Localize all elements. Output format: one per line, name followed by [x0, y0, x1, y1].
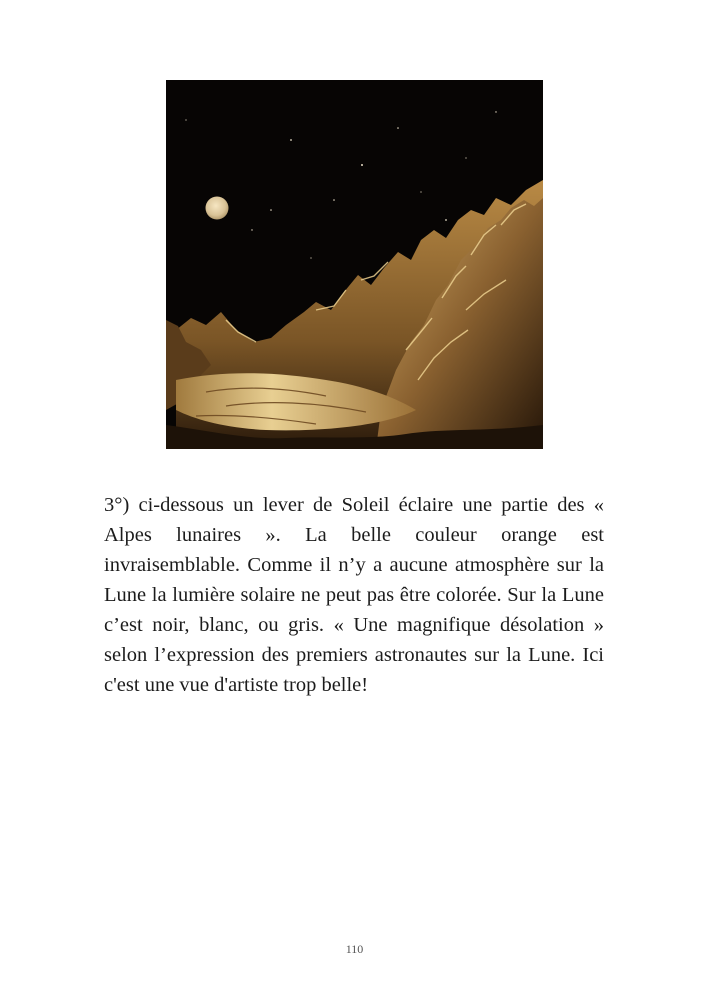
lunar-landscape-illustration: [166, 80, 543, 449]
sun: [206, 197, 229, 220]
body-paragraph: 3°) ci-dessous un lever de Soleil éclaire une partie des « Alpes lunaires ». La belle couleur orange est invraisemblable. Comme il n’y a aucune atmosphère sur la Lune la lumière solaire ne peut pas être colorée. Sur la Lune c’est noir, blanc, ou gris. « Une magnifique désolation » selon l’expression des premiers astronautes sur la Lune. Ici c'est une vue d'artiste trop belle!: [104, 494, 604, 696]
lunar-landscape-painting: [166, 80, 543, 449]
page-number: 110: [345, 942, 364, 956]
